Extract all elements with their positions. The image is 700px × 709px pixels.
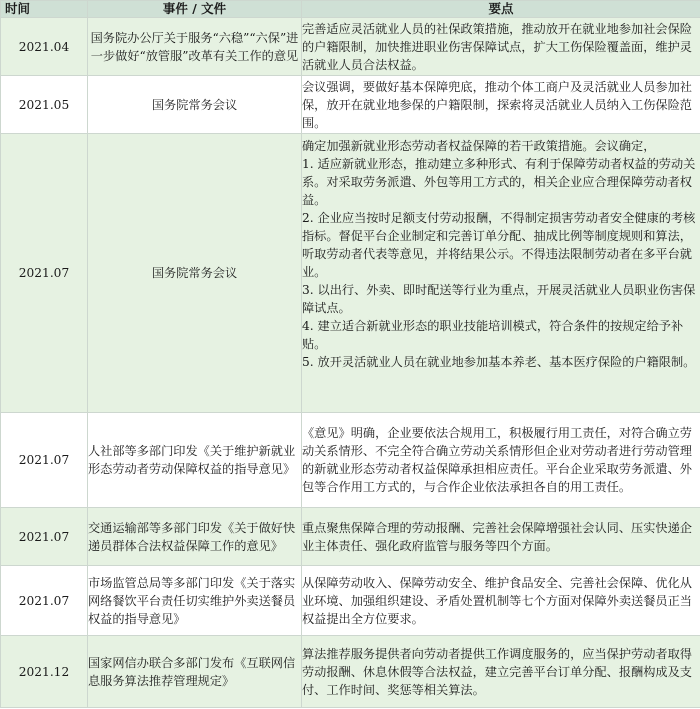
- row-time: 2021.05: [1, 76, 88, 134]
- table-row: [1, 636, 700, 708]
- row-event: 市场监管总局等多部门印发《关于落实网络餐饮平台责任切实维护外卖送餐员权益的指导意见》: [88, 566, 302, 636]
- point-paragraph: 《意见》明确，企业要依法合规用工，积极履行用工责任，对符合确立劳动关系情形、不完全符合确立劳动关系情形但企业对劳动者进行劳动管理的新就业形态劳动者权益保障承担相应责任。平台企业采取劳务派遣、外包等合作用工方式的，与合作企业依法承担各自的用工责任。: [302, 426, 692, 494]
- row-event: 国务院常务会议: [88, 134, 302, 413]
- header-points: 要点: [302, 1, 700, 18]
- row-event: 交通运输部等多部门印发《关于做好快递员群体合法权益保障工作的意见》: [88, 508, 302, 566]
- row-points: [302, 508, 700, 566]
- header-time: 时间: [1, 1, 88, 18]
- table-row: [1, 134, 700, 413]
- table-row: [1, 413, 700, 508]
- point-paragraph: 完善适应灵活就业人员的社保政策措施，推动放开在就业地参加社会保险的户籍限制，加快推进职业伤害保障试点，扩大工伤保险覆盖面，维护灵活就业人员合法权益。: [302, 21, 692, 72]
- row-points: [302, 413, 700, 508]
- row-time: 2021.07: [1, 134, 88, 413]
- row-points: [302, 566, 700, 636]
- row-points: [302, 18, 700, 76]
- row-points: [302, 76, 700, 134]
- row-time: 2021.07: [1, 508, 88, 566]
- point-paragraph: 会议强调，要做好基本保障兜底，推动个体工商户及灵活就业人员参加社保，放开在就业地参保的户籍限制，探索将灵活就业人员纳入工伤保险范围。: [302, 79, 692, 130]
- row-event: 国务院常务会议: [88, 76, 302, 134]
- point-item-5: 5. 放开灵活就业人员在就业地参加基本养老、基本医疗保险的户籍限制。: [302, 355, 696, 369]
- table-row: [1, 508, 700, 566]
- point-paragraph: 算法推荐服务提供者向劳动者提供工作调度服务的，应当保护劳动者取得劳动报酬、休息休假等合法权益，建立完善平台订单分配、报酬构成及支付、工作时间、奖惩等相关算法。: [302, 646, 692, 697]
- point-paragraph: 从保障劳动收入、保障劳动安全、维护食品安全、完善社会保障、优化从业环境、加强组织建设、矛盾处置机制等七个方面对保障外卖送餐员正当权益提出全方位要求。: [302, 575, 692, 626]
- row-time: 2021.07: [1, 413, 88, 508]
- row-points: [302, 134, 700, 413]
- point-item-2: 2. 企业应当按时足额支付劳动报酬，不得制定损害劳动者安全健康的考核指标。督促平台企业制定和完善订单分配、抽成比例等制度规则和算法，听取劳动者代表等意见，并将结果公示。不得违法限制劳动者在多平台就业。: [302, 211, 696, 279]
- table-row: [1, 18, 700, 76]
- row-points: [302, 636, 700, 708]
- table-row: [1, 76, 700, 134]
- header-event: 事件 / 文件: [88, 1, 302, 18]
- header-row: [1, 1, 700, 18]
- row-time: 2021.07: [1, 566, 88, 636]
- point-item-3: 3. 以出行、外卖、即时配送等行业为重点，开展灵活就业人员职业伤害保障试点。: [302, 283, 696, 315]
- row-event: 国家网信办联合多部门发布《互联网信息服务算法推荐管理规定》: [88, 636, 302, 708]
- row-time: 2021.12: [1, 636, 88, 708]
- row-time: 2021.04: [1, 18, 88, 76]
- table-row: [1, 566, 700, 636]
- point-paragraph: 确定加强新就业形态劳动者权益保障的若干政策措施。会议确定，: [302, 139, 656, 153]
- point-item-1: 1. 适应新就业形态，推动建立多种形式、有利于保障劳动者权益的劳动关系。对采取劳务派遣、外包等用工方式的，相关企业应合理保障劳动者权益。: [302, 157, 696, 207]
- point-item-4: 4. 建立适合新就业形态的职业技能培训模式，符合条件的按规定给予补贴。: [302, 319, 684, 351]
- row-event: 人社部等多部门印发《关于维护新就业形态劳动者劳动保障权益的指导意见》: [88, 413, 302, 508]
- point-paragraph: 重点聚焦保障合理的劳动报酬、完善社会保障增强社会认同、压实快递企业主体责任、强化政府监管与服务等四个方面。: [302, 520, 692, 553]
- row-event: 国务院办公厅关于服务“六稳”“六保”进一步做好“放管服”改革有关工作的意见: [88, 18, 302, 76]
